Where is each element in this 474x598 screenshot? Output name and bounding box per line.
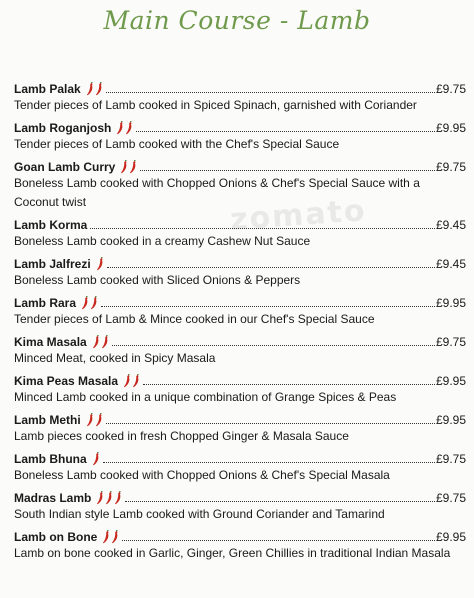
dotted-leader	[106, 92, 435, 93]
menu-item-price: £9.95	[435, 530, 466, 544]
menu-item	[14, 525, 466, 545]
menu-item-name: Lamb Korma	[14, 218, 88, 232]
spice-level	[81, 296, 98, 310]
menu-item	[14, 115, 466, 135]
dotted-leader	[140, 170, 435, 171]
menu-item	[14, 252, 466, 272]
spice-level	[116, 121, 133, 135]
dotted-leader	[90, 228, 435, 229]
menu-item-description: Tender pieces of Lamb cooked with the Chef's Special Sauce	[14, 136, 340, 151]
dotted-leader	[101, 306, 435, 307]
chilli-pepper-icon	[116, 121, 124, 135]
chilli-pepper-icon	[101, 335, 109, 349]
menu-item	[14, 154, 466, 174]
chilli-pepper-icon	[105, 491, 113, 505]
menu-item-name: Lamb on Bone	[14, 530, 98, 544]
spice-level	[96, 491, 122, 505]
chilli-pepper-icon	[96, 257, 104, 271]
dotted-leader	[143, 384, 435, 385]
chilli-pepper-icon	[81, 296, 89, 310]
menu-item-description: Lamb pieces cooked in fresh Chopped Ginger & Masala Sauce	[14, 429, 349, 443]
menu-item-name: Kima Peas Masala	[14, 374, 119, 388]
chilli-pepper-icon	[96, 491, 104, 505]
menu-item-price: £9.75	[435, 335, 466, 349]
dotted-leader	[107, 267, 435, 268]
menu-item-description: Minced Lamb cooked in a unique combination of Grange Spices & Peas	[14, 390, 397, 404]
chilli-pepper-icon	[92, 452, 100, 466]
dotted-leader	[103, 462, 435, 463]
menu-item-name: Lamb Methi	[14, 413, 81, 427]
spice-level	[92, 452, 100, 466]
menu-item-description: Boneless Lamb cooked with Chopped Onions & Chef's Special Sauce with a Coconut twist	[14, 175, 420, 209]
chilli-pepper-icon	[114, 491, 122, 505]
menu-item-price: £9.75	[435, 452, 466, 466]
spice-level	[102, 530, 119, 544]
menu-item-price: £9.75	[435, 491, 466, 505]
menu-item-name: Goan Lamb Curry	[14, 159, 116, 174]
menu-item	[14, 369, 466, 389]
menu-item-description: Boneless Lamb cooked in a creamy Cashew Nut Sauce	[14, 234, 311, 248]
spice-level	[86, 82, 103, 96]
menu-item-name: Lamb Palak	[14, 81, 81, 96]
menu-item-price: £9.75	[435, 81, 466, 96]
spice-level	[86, 413, 103, 427]
chilli-pepper-icon	[102, 530, 110, 544]
menu-item-description: Tender pieces of Lamb & Mince cooked in our Chef's Special Sauce	[14, 312, 375, 326]
page-title: Main Course - Lamb	[103, 6, 371, 35]
spice-level	[96, 257, 104, 271]
menu-item	[14, 408, 466, 428]
chilli-pepper-icon	[123, 374, 131, 388]
menu-item-description: South Indian style Lamb cooked with Ground Coriander and Tamarind	[14, 507, 385, 521]
menu-item	[14, 291, 466, 311]
chilli-pepper-icon	[92, 335, 100, 349]
menu-item	[14, 76, 466, 96]
chilli-pepper-icon	[129, 160, 137, 174]
dotted-leader	[106, 423, 435, 424]
menu-item	[14, 486, 466, 506]
menu-item-description: Tender pieces of Lamb cooked in Spiced Spinach, garnished with Coriander	[14, 97, 417, 112]
menu-item-price: £9.95	[435, 374, 466, 388]
menu-list	[14, 76, 466, 564]
dotted-leader	[136, 131, 435, 132]
dotted-leader	[112, 345, 435, 346]
menu-item	[14, 330, 466, 350]
menu-item-description: Minced Meat, cooked in Spicy Masala	[14, 351, 216, 365]
menu-item-price: £9.95	[435, 413, 466, 427]
spice-level	[120, 160, 137, 174]
dotted-leader	[125, 501, 435, 502]
chilli-pepper-icon	[111, 530, 119, 544]
menu-item-name: Lamb Rara	[14, 296, 77, 310]
menu-item-price: £9.75	[435, 159, 466, 174]
menu-item-description: Lamb on bone cooked in Garlic, Ginger, Green Chillies in traditional Indian Masala	[14, 546, 451, 560]
chilli-pepper-icon	[95, 413, 103, 427]
chilli-pepper-icon	[120, 160, 128, 174]
menu-item-price: £9.95	[435, 296, 466, 310]
chilli-pepper-icon	[86, 413, 94, 427]
chilli-pepper-icon	[86, 82, 94, 96]
watermark: zomato	[228, 193, 368, 238]
menu-item-name: Lamb Jalfrezi	[14, 257, 91, 271]
menu-item-name: Lamb Roganjosh	[14, 120, 112, 135]
chilli-pepper-icon	[95, 82, 103, 96]
chilli-pepper-icon	[125, 121, 133, 135]
menu-item-description: Boneless Lamb cooked with Sliced Onions & Peppers	[14, 273, 301, 287]
menu-item-price: £9.45	[435, 218, 466, 232]
chilli-pepper-icon	[90, 296, 98, 310]
chilli-pepper-icon	[132, 374, 140, 388]
spice-level	[92, 335, 109, 349]
menu-item-description: Boneless Lamb cooked with Chopped Onions & Chef's Special Masala	[14, 468, 390, 482]
menu-item-name: Lamb Bhuna	[14, 452, 87, 466]
menu-item	[14, 447, 466, 467]
menu-item-price: £9.45	[435, 257, 466, 271]
dotted-leader	[122, 540, 435, 541]
menu-item-price: £9.95	[435, 120, 466, 135]
menu-item-name: Kima Masala	[14, 335, 87, 349]
spice-level	[123, 374, 140, 388]
menu-item-name: Madras Lamb	[14, 491, 92, 505]
menu-item	[14, 213, 466, 233]
